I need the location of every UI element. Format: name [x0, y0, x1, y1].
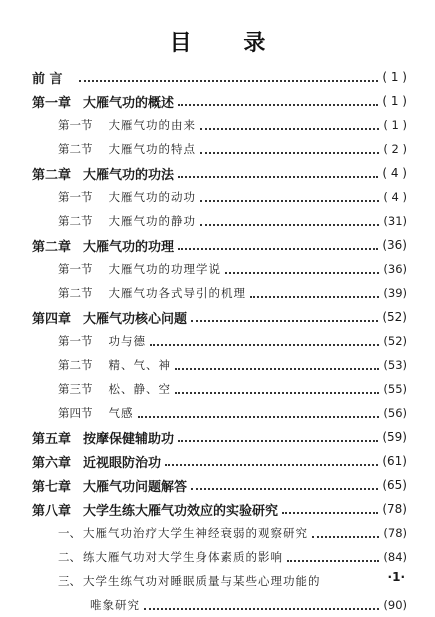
toc-entry-chapter[interactable] — [32, 89, 407, 113]
dot-leader — [225, 268, 379, 274]
toc-entry-chapter[interactable] — [32, 473, 407, 497]
entry-page: (53) — [383, 358, 407, 372]
toc-entry-section[interactable] — [58, 209, 407, 233]
dot-leader — [200, 124, 379, 130]
entry-number: 第八章 — [32, 503, 72, 519]
entry-title: 气感 — [108, 406, 134, 420]
entry-page: (36) — [382, 238, 407, 252]
dot-leader — [175, 388, 379, 394]
entry-page: ( 1 ) — [383, 118, 407, 132]
entry-page: (84) — [383, 550, 407, 564]
toc-entry-section[interactable] — [58, 377, 407, 401]
entry-title: 大雁气功的静功 — [108, 214, 196, 228]
entry-title: 唯象研究 — [90, 598, 140, 612]
entry-number: 第四节 — [58, 406, 93, 420]
entry-number: 第二节 — [58, 214, 93, 228]
entry-number: 第六章 — [32, 455, 72, 471]
toc-entry-section[interactable] — [58, 185, 407, 209]
page-number: ·1· — [387, 570, 405, 584]
dot-leader — [144, 604, 379, 610]
entry-number: 二、 — [58, 550, 81, 564]
entry-page: (59) — [382, 430, 407, 444]
entry-title: 大雁气功的功法 — [83, 167, 175, 183]
entry-page: ( 2 ) — [383, 142, 407, 156]
dot-leader — [178, 172, 378, 178]
entry-number: 三、 — [58, 574, 81, 588]
dot-leader — [178, 244, 378, 250]
entry-number: 第二节 — [58, 286, 93, 300]
dot-leader — [287, 556, 379, 562]
toc-entry-chapter[interactable] — [32, 497, 407, 521]
dot-leader — [312, 532, 379, 538]
entry-number: 第一节 — [58, 190, 93, 204]
entry-number: 第二节 — [58, 142, 93, 156]
dot-leader — [191, 316, 378, 322]
toc-entry-chapter[interactable] — [32, 233, 407, 257]
dot-leader — [165, 460, 378, 466]
toc-entry-chapter[interactable] — [32, 305, 407, 329]
toc-entry-section[interactable] — [58, 113, 407, 137]
entry-number: 第五章 — [32, 431, 72, 447]
entry-number: 第二节 — [58, 358, 93, 372]
dot-leader — [200, 196, 379, 202]
entry-page: (61) — [382, 454, 407, 468]
dot-leader — [282, 508, 378, 514]
dot-leader — [138, 412, 380, 418]
entry-title: 大雁气功的概述 — [83, 95, 175, 111]
entry-page: (52) — [383, 334, 407, 348]
entry-title: 大学生练大雁气功效应的实验研究 — [83, 503, 279, 519]
entry-page: (90) — [383, 598, 407, 612]
entry-title: 大雁气功的特点 — [108, 142, 196, 156]
entry-title: 大雁气功的动功 — [108, 190, 196, 204]
dot-leader — [200, 220, 379, 226]
entry-title: 大学生练气功对睡眠质量与某些心理功能的 — [83, 574, 321, 588]
entry-page: (39) — [383, 286, 407, 300]
entry-page: (52) — [382, 310, 407, 324]
dot-leader — [191, 484, 378, 490]
entry-title: 松、静、空 — [108, 382, 171, 396]
toc-entry-chapter[interactable] — [32, 161, 407, 185]
entry-number: 前 言 — [32, 71, 63, 87]
entry-number: 一、 — [58, 526, 81, 540]
toc-entry-subsection[interactable] — [58, 569, 407, 593]
entry-title: 大雁气功问题解答 — [83, 479, 188, 495]
dot-leader — [200, 148, 379, 154]
toc-entry-section[interactable] — [58, 329, 407, 353]
toc-entry-preface[interactable] — [32, 65, 407, 89]
entry-number: 第三节 — [58, 382, 93, 396]
entry-number: 第一章 — [32, 95, 72, 111]
entry-title: 练大雁气功对大学生身体素质的影响 — [83, 550, 283, 564]
dot-leader — [250, 292, 379, 298]
entry-number: 第四章 — [32, 311, 72, 327]
page-title: 目 录 — [169, 31, 288, 56]
toc-entry-chapter[interactable] — [32, 449, 407, 473]
entry-title: 功与德 — [108, 334, 146, 348]
toc-entry-section[interactable] — [58, 281, 407, 305]
entry-number: 第一节 — [58, 334, 93, 348]
entry-page: (55) — [383, 382, 407, 396]
toc-entry-continuation[interactable] — [90, 593, 407, 617]
entry-page: ( 4 ) — [383, 190, 407, 204]
entry-page: (31) — [383, 214, 407, 228]
entry-number: 第二章 — [32, 239, 72, 255]
entry-page: (65) — [382, 478, 407, 492]
toc-entry-chapter[interactable] — [32, 425, 407, 449]
entry-number: 第七章 — [32, 479, 72, 495]
entry-page: ( 1 ) — [382, 94, 407, 108]
dot-leader — [178, 100, 378, 106]
toc-entry-section[interactable] — [58, 257, 407, 281]
entry-title: 大雁气功的功理 — [83, 239, 175, 255]
entry-page: ( 1 ) — [382, 70, 407, 84]
toc-entry-section[interactable] — [58, 353, 407, 377]
entry-title: 大雁气功治疗大学生神经衰弱的观察研究 — [83, 526, 308, 540]
entry-title: 大雁气功核心问题 — [83, 311, 188, 327]
entry-title: 大雁气功的功理学说 — [108, 262, 221, 276]
dot-leader — [175, 364, 379, 370]
entry-page: ( 4 ) — [382, 166, 407, 180]
toc-entry-section[interactable] — [58, 401, 407, 425]
entry-title: 近视眼防治功 — [83, 455, 162, 471]
entry-title: 精、气、神 — [108, 358, 171, 372]
entry-page: (78) — [382, 502, 407, 516]
entry-number: 第一节 — [58, 118, 93, 132]
toc-entry-section[interactable] — [58, 137, 407, 161]
entry-title: 大雁气功各式导引的机理 — [108, 286, 246, 300]
toc-entry-subsection[interactable] — [58, 521, 407, 545]
entry-number: 第二章 — [32, 167, 72, 183]
dot-leader — [178, 436, 378, 442]
entry-page: (78) — [383, 526, 407, 540]
dot-leader — [150, 340, 379, 346]
entry-number: 第一节 — [58, 262, 93, 276]
entry-page: (56) — [383, 406, 407, 420]
entry-title: 按摩保健辅助功 — [83, 431, 175, 447]
entry-title: 大雁气功的由来 — [108, 118, 196, 132]
dot-leader — [79, 76, 379, 82]
entry-page: (36) — [383, 262, 407, 276]
toc-entry-subsection[interactable] — [58, 545, 407, 569]
